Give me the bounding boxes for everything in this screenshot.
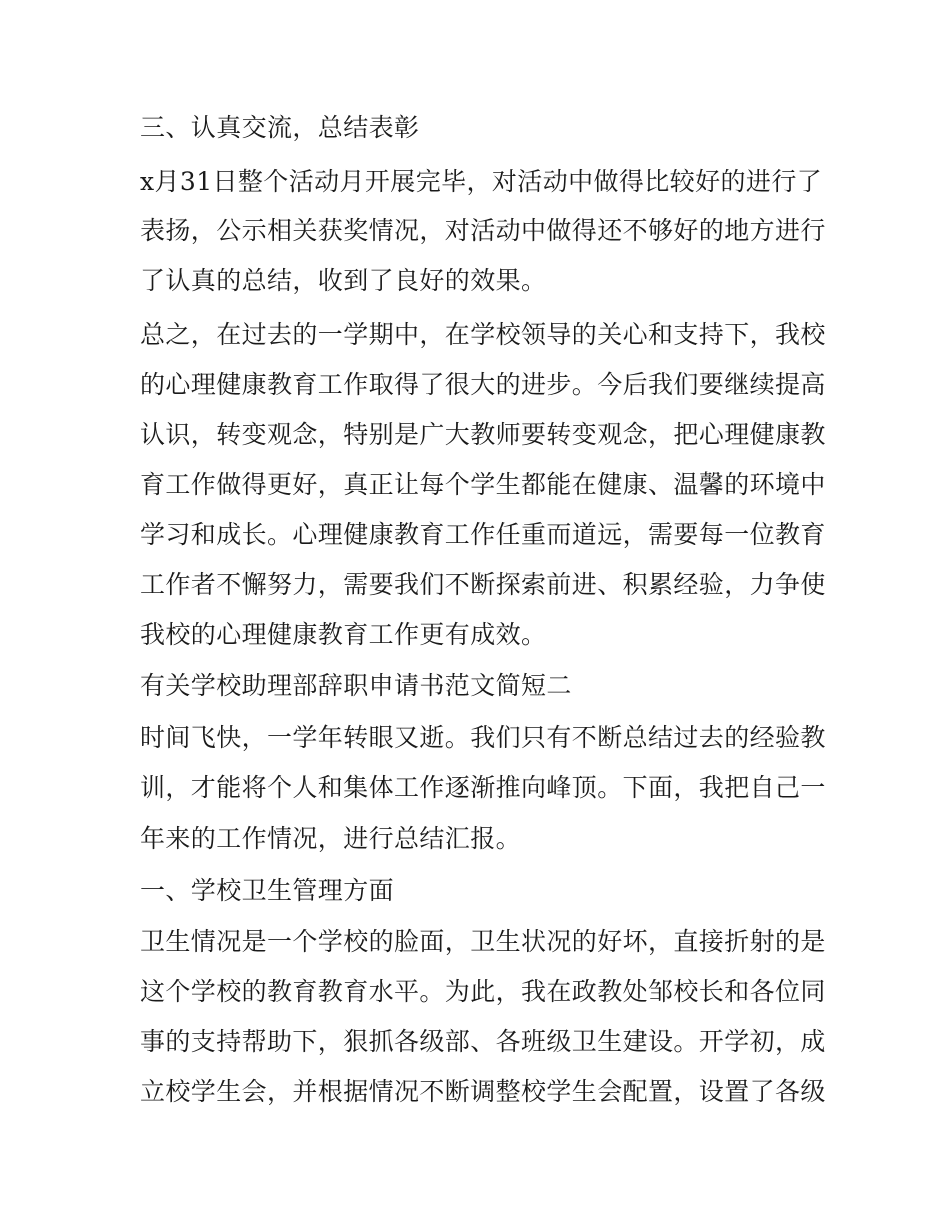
paragraph-line: 总之，在过去的一学期中，在学校领导的关心和支持下，我校: [140, 320, 826, 349]
paragraph-line: 认识，转变观念，特别是广大教师要转变观念，把心理健康教: [140, 420, 826, 449]
paragraph-line: 工作者不懈努力，需要我们不断探索前进、积累经验，力争使: [140, 570, 826, 599]
paragraph-line: 学习和成长。心理健康教育工作任重而道远，需要每一位教育: [140, 520, 826, 549]
paragraph-line: 年来的工作情况，进行总结汇报。: [140, 824, 522, 853]
paragraph-line: 育工作做得更好，真正让每个学生都能在健康、温馨的环境中: [140, 470, 826, 499]
paragraph-line: 的心理健康教育工作取得了很大的进步。今后我们要继续提高: [140, 370, 826, 399]
paragraph-line: 事的支持帮助下，狠抓各级部、各班级卫生建设。开学初，成: [140, 1027, 826, 1056]
paragraph-line: 训，才能将个人和集体工作逐渐推向峰顶。下面，我把自己一: [140, 773, 826, 802]
paragraph-line: 这个学校的教育教育水平。为此，我在政教处邹校长和各位同: [140, 977, 826, 1006]
paragraph-line: 表扬，公示相关获奖情况，对活动中做得还不够好的地方进行: [140, 216, 826, 245]
paragraph-line: 了认真的总结，收到了良好的效果。: [140, 266, 547, 295]
paragraph-line: 立校学生会，并根据情况不断调整校学生会配置，设置了各级: [140, 1077, 826, 1106]
paragraph-line: 我校的心理健康教育工作更有成效。: [140, 620, 547, 649]
section-heading: 一、学校卫生管理方面: [140, 876, 395, 905]
paragraph-line: 卫生情况是一个学校的脸面，卫生状况的好坏，直接折射的是: [140, 927, 826, 956]
paragraph-line: 时间飞快，一学年转眼又逝。我们只有不断总结过去的经验教: [140, 723, 826, 752]
paragraph-line: x月31日整个活动月开展完毕，对活动中做得比较好的进行了: [140, 167, 823, 196]
section-heading: 三、认真交流，总结表彰: [140, 113, 420, 142]
document-subtitle: 有关学校助理部辞职申请书范文简短二: [140, 671, 572, 700]
